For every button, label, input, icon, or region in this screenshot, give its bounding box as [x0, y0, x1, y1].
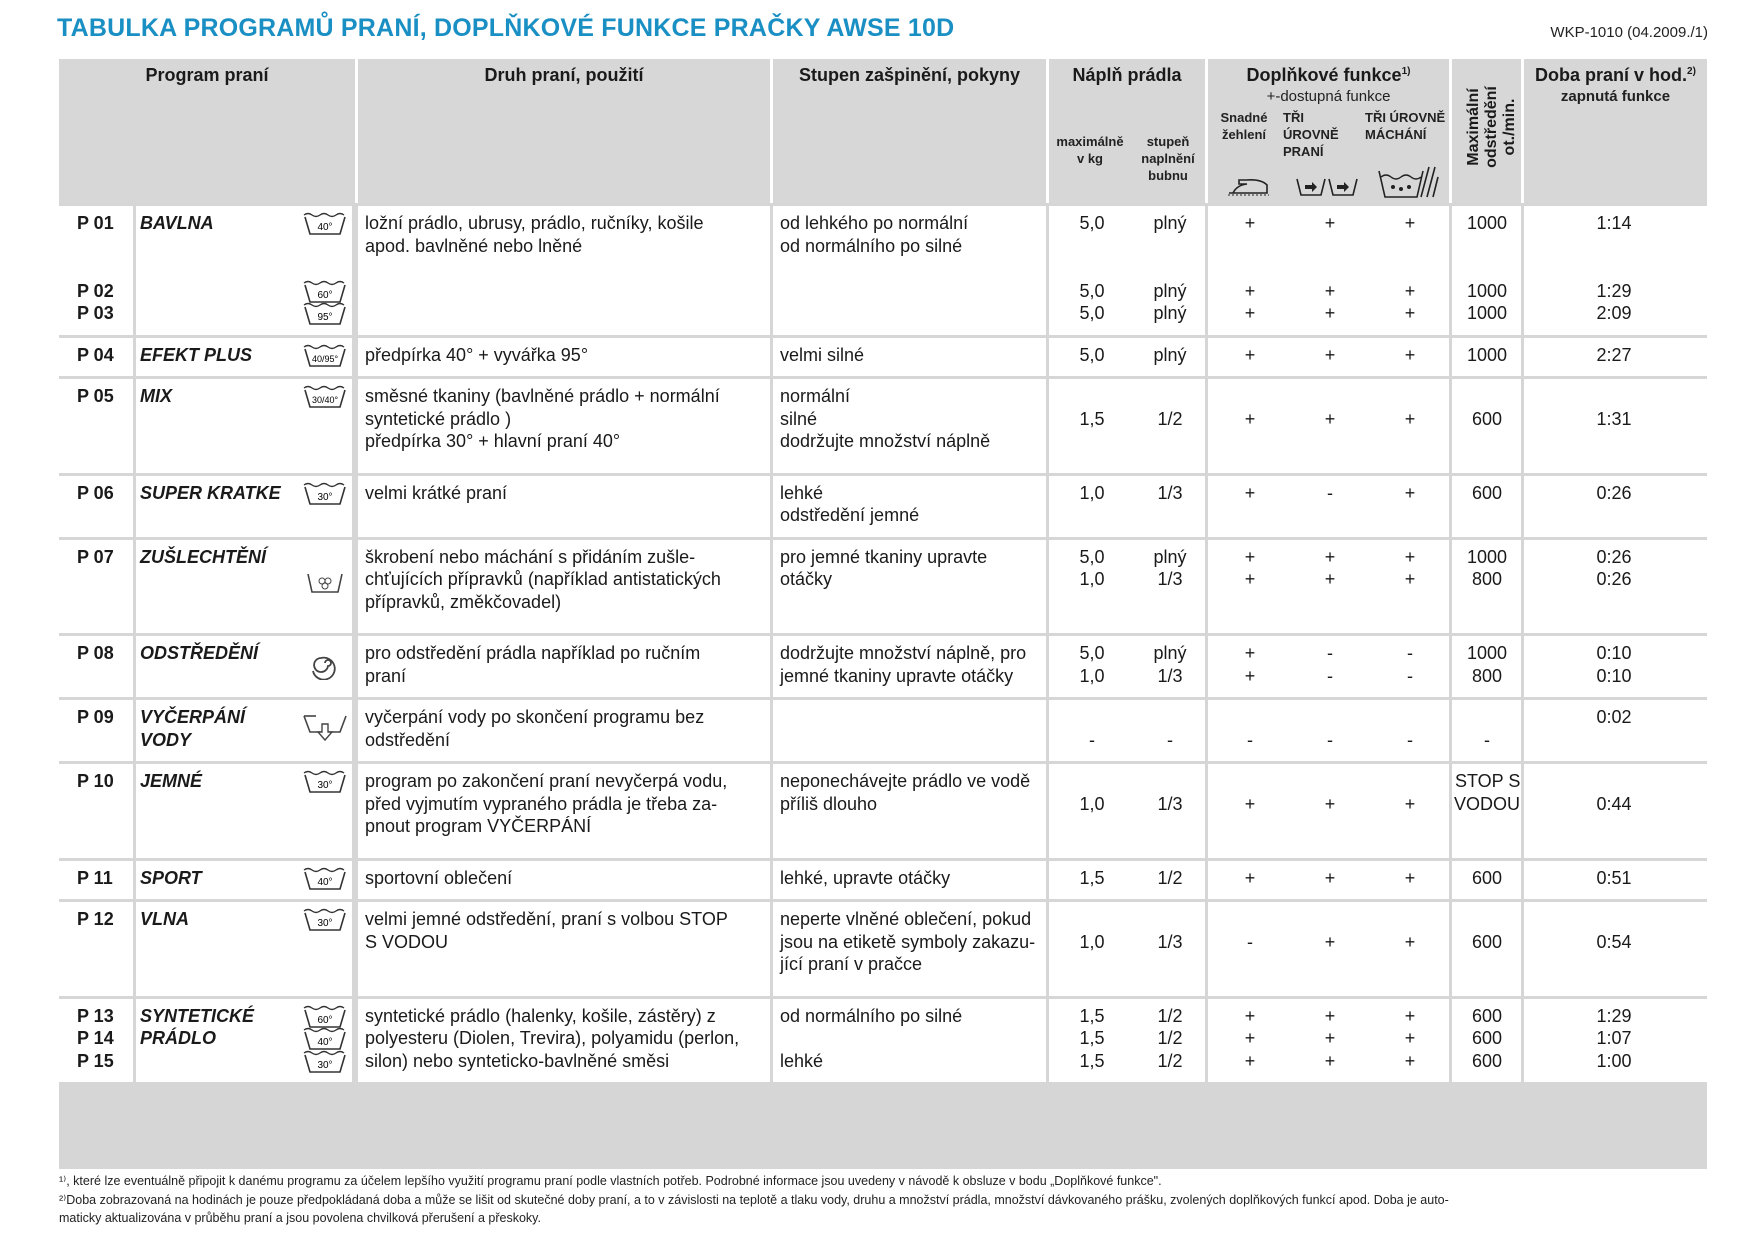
col-stupen: Stupen zašpinění, pokyny: [798, 65, 1021, 85]
cell-f3: +: [1404, 931, 1416, 952]
cell-id: P 08: [77, 643, 114, 663]
cell-max: 600: [1471, 1028, 1503, 1048]
cell-max: 1000: [1466, 344, 1508, 365]
col-max-odstredeni: Maximální odstředění ot./min.: [1465, 86, 1518, 168]
cell-st: 1/2: [1157, 1005, 1183, 1026]
cell-f1: +: [1244, 1005, 1256, 1026]
cell-stupen: lehké: [780, 482, 824, 503]
cell-druh: vyčerpání vody po skončení programu bez: [365, 707, 705, 727]
cell-doba: 0:26: [1596, 569, 1632, 589]
cell-doba: 1:29: [1596, 1005, 1632, 1026]
cell-f1: +: [1244, 867, 1256, 888]
cell-doba: 0:54: [1596, 931, 1632, 952]
cell-max: 600: [1471, 931, 1503, 952]
svg-text:30°: 30°: [317, 918, 333, 929]
cell-st: 1/2: [1157, 1028, 1183, 1048]
cell-f3: +: [1404, 344, 1416, 365]
cell-f3: -: [1407, 729, 1413, 750]
cell-st: plný: [1153, 643, 1187, 663]
footnote-2-cont: maticky aktualizována v průběhu praní a jsou povolena chvilková přerušení a přeskoky.: [59, 1211, 541, 1225]
cell-id: P 01: [77, 213, 114, 233]
cell-f3: +: [1404, 546, 1416, 567]
cell-f3: +: [1404, 213, 1416, 233]
cell-druh: pnout program VYČERPÁNÍ: [365, 816, 592, 836]
cell-id: P 03: [77, 303, 114, 323]
cell-stupen: od normálního po silné: [780, 235, 963, 256]
cell-doba: 0:10: [1596, 643, 1632, 663]
cell-max: 1000: [1466, 213, 1508, 233]
cell-f1: +: [1244, 213, 1256, 233]
wash-temp-icon: [302, 907, 348, 938]
cell-doba: 1:31: [1596, 408, 1632, 429]
cell-stupen: otáčky: [780, 569, 833, 589]
footnote-2: ²⁾Doba zobrazovaná na hodinách je pouze předpokládaná doba a může se lišit od skutečné doby praní, a to v závislosti na teplotě a tlaku vody, druhu a množství prádla, množství dávkovaného prášku, zvolených doplňkových funkcí apod. Doba je auto-: [59, 1193, 1449, 1207]
cell-id: P 15: [77, 1050, 114, 1071]
cell-id: P 04: [77, 344, 114, 365]
cell-id: P 02: [77, 280, 114, 301]
cell-stupen: od normálního po silné: [780, 1005, 963, 1026]
cell-id: P 13: [77, 1005, 114, 1026]
cell-st: plný: [1153, 280, 1187, 301]
cell-kg: 5,0: [1079, 280, 1105, 301]
iron-icon: [1227, 175, 1271, 197]
cell-stupen: normální: [780, 386, 851, 406]
spin-icon: [302, 646, 348, 685]
cell-f1: +: [1244, 482, 1256, 503]
document-code: WKP-1010 (04.2009./1): [1550, 24, 1708, 41]
cell-f2: +: [1324, 867, 1336, 888]
cell-max: 1000: [1466, 546, 1508, 567]
cell-st: plný: [1153, 344, 1187, 365]
cell-druh: chťujících přípravků (například antistatických: [365, 569, 721, 589]
cell-f1: +: [1244, 665, 1256, 686]
table-row: [59, 476, 1707, 537]
cell-id: P 06: [77, 482, 114, 503]
svg-text:40°: 40°: [317, 1037, 333, 1048]
cell-st: 1/2: [1157, 1050, 1183, 1071]
cell-kg: 1,0: [1079, 482, 1105, 503]
cell-stupen: od lehkého po normální: [780, 213, 969, 233]
cell-druh: silon) nebo synteticko-bavlněné směsi: [365, 1050, 670, 1071]
three-level-wash-icon: [1295, 175, 1361, 199]
cell-f1: +: [1244, 643, 1256, 663]
softener-icon: [302, 568, 348, 603]
cell-druh: syntetické prádlo (halenky, košile, zástěry) z: [365, 1005, 716, 1026]
cell-druh: S VODOU: [365, 931, 449, 952]
cell-stupen: velmi silné: [780, 344, 865, 365]
cell-f3: +: [1404, 569, 1416, 589]
cell-st: plný: [1153, 546, 1187, 567]
cell-doba: 1:29: [1596, 280, 1632, 301]
cell-druh: přípravků, změkčovadel): [365, 591, 562, 612]
table-row: [59, 338, 1707, 377]
cell-stupen: silné: [780, 408, 818, 429]
cell-stupen: lehké: [780, 1050, 824, 1071]
table-row: [59, 902, 1707, 996]
cell-f1: +: [1244, 303, 1256, 323]
cell-kg: 1,5: [1079, 408, 1105, 429]
wash-temp-icon: [302, 1049, 348, 1080]
cell-max: 600: [1471, 1050, 1503, 1071]
cell-f2: -: [1327, 643, 1333, 663]
cell-f2: +: [1324, 213, 1336, 233]
svg-text:40°: 40°: [317, 876, 333, 888]
cell-kg: 1,0: [1079, 793, 1105, 814]
cell-st: 1/3: [1157, 665, 1183, 686]
cell-kg: 1,0: [1079, 665, 1105, 686]
cell-f2: -: [1327, 665, 1333, 686]
cell-st: plný: [1153, 213, 1187, 233]
svg-text:30°: 30°: [317, 491, 333, 503]
cell-f1: +: [1244, 1028, 1256, 1048]
cell-druh: velmi krátké praní: [365, 482, 508, 503]
wash-temp-icon: [302, 384, 348, 415]
cell-f2: +: [1324, 546, 1336, 567]
col-doplnkove: Doplňkové funkce$^{1)}$: [1246, 65, 1411, 85]
cell-druh: apod. bavlněné nebo lněné: [365, 235, 583, 256]
three-level-rinse-icon: [1377, 163, 1439, 199]
cell-f1: +: [1244, 1050, 1256, 1071]
cell-druh: směsné tkaniny (bavlněné prádlo + normální: [365, 386, 720, 406]
cell-doba: 0:10: [1596, 665, 1632, 686]
col-program: Program praní: [145, 65, 269, 85]
svg-text:95°: 95°: [317, 312, 333, 323]
cell-f1: +: [1244, 280, 1256, 301]
wash-temp-icon: [302, 866, 348, 897]
cell-kg: 1,5: [1079, 1050, 1105, 1071]
cell-f2: +: [1324, 793, 1336, 814]
cell-st: 1/3: [1157, 793, 1183, 814]
cell-kg: 1,5: [1079, 867, 1105, 888]
wash-temp-icon: [302, 481, 348, 512]
cell-druh: polyesteru (Diolen, Trevira), polyamidu (perlon,: [365, 1028, 740, 1048]
cell-f2: -: [1327, 482, 1333, 503]
cell-druh: syntetické prádlo ): [365, 408, 512, 429]
cell-max: 600: [1471, 482, 1503, 503]
cell-f2: +: [1324, 931, 1336, 952]
cell-st: 1/3: [1157, 931, 1183, 952]
cell-stupen: jemné tkaniny upravte otáčky: [780, 665, 1014, 686]
cell-f2: +: [1324, 408, 1336, 429]
cell-name: ZUŠLECHTĚNÍ: [140, 546, 266, 567]
cell-stupen: příliš dlouho: [780, 793, 878, 814]
svg-text:40°: 40°: [317, 222, 333, 233]
cell-id: P 09: [77, 707, 114, 727]
cell-f3: +: [1404, 1050, 1416, 1071]
cell-f3: +: [1404, 408, 1416, 429]
cell-kg: 1,0: [1079, 569, 1105, 589]
cell-stupen: jsou na etiketě symboly zakazu-: [780, 931, 1036, 952]
cell-max: 1000: [1466, 643, 1508, 663]
cell-kg: 1,0: [1079, 931, 1105, 952]
cell-id: P 05: [77, 386, 114, 406]
svg-text:40/95°: 40/95°: [311, 353, 339, 364]
cell-id: P 11: [77, 867, 113, 888]
cell-doba: 0:51: [1596, 867, 1632, 888]
col-tri-urovne-prani: TŘI ÚROVNĚ PRANÍ: [1283, 110, 1339, 159]
cell-druh: praní: [365, 665, 407, 686]
cell-name: SPORT: [140, 867, 202, 888]
page-title: TABULKA PROGRAMŮ PRANÍ, DOPLŇKOVÉ FUNKCE PRAČKY AWSE 10D: [57, 14, 955, 42]
cell-st: plný: [1153, 303, 1187, 323]
cell-druh: sportovní oblečení: [365, 867, 513, 888]
cell-f1: +: [1244, 546, 1256, 567]
cell-f3: +: [1404, 1005, 1416, 1026]
cell-f1: +: [1244, 569, 1256, 589]
cell-kg: 5,0: [1079, 213, 1105, 233]
cell-druh: škrobení nebo máchání s přidáním zušle-: [365, 546, 696, 567]
program-table: [59, 59, 1707, 1169]
cell-id: P 12: [77, 909, 114, 929]
cell-f2: +: [1324, 280, 1336, 301]
cell-f2: -: [1327, 729, 1333, 750]
table-row: [59, 700, 1707, 761]
cell-max: 600: [1471, 408, 1503, 429]
cell-st: 1/2: [1157, 408, 1183, 429]
cell-st: 1/2: [1157, 867, 1183, 888]
cell-doba: 2:27: [1596, 344, 1632, 365]
cell-stupen: neperte vlněné oblečení, pokud: [780, 909, 1032, 929]
col-doplnkove-note: +-dostupná funkce: [1266, 88, 1391, 105]
cell-f3: +: [1404, 1028, 1416, 1048]
cell-stupen: dodržujte množství náplně: [780, 431, 991, 451]
col-doba-note: zapnutá funkce: [1560, 88, 1671, 105]
cell-f3: -: [1407, 643, 1413, 663]
cell-kg: 5,0: [1079, 344, 1105, 365]
cell-f2: +: [1324, 1050, 1336, 1071]
col-tri-urovne-machani: TŘI ÚROVNĚ MÁCHÁNÍ: [1365, 110, 1446, 142]
cell-kg: 5,0: [1079, 303, 1105, 323]
cell-name: PRÁDLO: [140, 1028, 216, 1048]
col-napln-max: maximálně v kg: [1056, 134, 1124, 166]
col-napln: Náplň prádla: [1072, 65, 1182, 85]
cell-kg: 1,5: [1079, 1028, 1105, 1048]
cell-druh: velmi jemné odstředění, praní s volbou STOP: [365, 909, 728, 929]
cell-name: VODY: [140, 729, 192, 750]
cell-kg: 1,5: [1079, 1005, 1105, 1026]
cell-f2: +: [1324, 1005, 1336, 1026]
cell-name: MIX: [140, 386, 173, 406]
cell-stupen: jící praní v pračce: [780, 954, 923, 974]
cell-f1: -: [1247, 729, 1253, 750]
cell-f2: +: [1324, 344, 1336, 365]
table-row: [59, 999, 1707, 1083]
wash-temp-icon: [302, 301, 348, 332]
cell-name: SUPER KRATKE: [140, 482, 281, 503]
cell-druh: předpírka 30° + hlavní praní 40°: [365, 431, 621, 451]
table-row: [59, 379, 1707, 473]
cell-f3: +: [1404, 867, 1416, 888]
svg-text:60°: 60°: [317, 1014, 333, 1026]
cell-druh: odstředění: [365, 729, 451, 750]
cell-max: 800: [1471, 569, 1503, 589]
cell-id: P 10: [77, 771, 114, 791]
wash-temp-icon: [302, 343, 348, 374]
cell-stupen: pro jemné tkaniny upravte: [780, 546, 988, 567]
cell-kg: 5,0: [1079, 546, 1105, 567]
cell-f3: +: [1404, 303, 1416, 323]
cell-id: P 14: [77, 1028, 114, 1048]
table-row: [59, 206, 1707, 335]
wash-temp-icon: [302, 211, 348, 242]
cell-doba: 0:44: [1596, 793, 1632, 814]
cell-doba: 0:26: [1596, 482, 1632, 503]
cell-max: 600: [1471, 867, 1503, 888]
table-row: [59, 636, 1707, 697]
cell-max: 600: [1471, 1005, 1503, 1026]
cell-name: JEMNÉ: [140, 771, 203, 791]
cell-max: -: [1484, 729, 1490, 750]
cell-druh: před vyjmutím vypraného prádla je třeba za-: [365, 793, 718, 814]
cell-doba: 1:00: [1596, 1050, 1632, 1071]
cell-st: 1/3: [1157, 482, 1183, 503]
cell-f3: +: [1404, 793, 1416, 814]
table-row: [59, 861, 1707, 900]
cell-f1: +: [1244, 793, 1256, 814]
cell-druh: předpírka 40° + vyvářka 95°: [365, 344, 589, 365]
cell-max: 1000: [1466, 280, 1508, 301]
cell-stupen: dodržujte množství náplně, pro: [780, 643, 1027, 663]
table-row: [59, 540, 1707, 634]
cell-f3: -: [1407, 665, 1413, 686]
cell-max: STOP S: [1455, 771, 1521, 791]
svg-text:30/40°: 30/40°: [311, 395, 339, 405]
cell-druh: program po zakončení praní nevyčerpá vodu,: [365, 771, 728, 791]
cell-name: SYNTETICKÉ: [140, 1005, 255, 1026]
cell-f1: -: [1247, 931, 1253, 952]
cell-st: 1/3: [1157, 569, 1183, 589]
cell-f3: +: [1404, 280, 1416, 301]
svg-text:60°: 60°: [317, 289, 333, 301]
cell-max: 1000: [1466, 303, 1508, 323]
cell-name: BAVLNA: [140, 213, 214, 233]
svg-text:30°: 30°: [317, 1059, 333, 1071]
cell-kg: 5,0: [1079, 643, 1105, 663]
cell-stupen: lehké, upravte otáčky: [780, 867, 951, 888]
col-doba: Doba praní v hod.$^{2)}$: [1535, 65, 1696, 85]
cell-doba: 1:14: [1596, 213, 1632, 233]
cell-kg: -: [1089, 729, 1095, 750]
cell-druh: ložní prádlo, ubrusy, prádlo, ručníky, košile: [365, 213, 704, 233]
cell-f1: +: [1244, 408, 1256, 429]
svg-text:30°: 30°: [317, 780, 333, 791]
cell-doba: 0:02: [1596, 707, 1632, 727]
cell-f2: +: [1324, 569, 1336, 589]
col-snadne-zehleni: Snadné žehlení: [1220, 110, 1268, 142]
cell-stupen: neponechávejte prádlo ve vodě: [780, 771, 1031, 791]
wash-temp-icon: [302, 769, 348, 800]
cell-id: P 07: [77, 546, 114, 567]
cell-f2: +: [1324, 303, 1336, 323]
col-druh: Druh praní, použití: [484, 65, 644, 85]
cell-doba: 0:26: [1596, 546, 1632, 567]
footnote-1: ¹⁾, které lze eventuálně připojit k danému programu za účelem lepšího využití programu praní podle vlastních potřeb. Podrobné informace jsou uvedeny v návodě k obsluze v bodu „Doplňkové funkce".: [59, 1174, 1162, 1188]
cell-doba: 1:07: [1596, 1028, 1632, 1048]
table-row: [59, 764, 1707, 858]
col-napln-stupen: stupeň naplnění bubnu: [1141, 134, 1195, 183]
cell-stupen: odstředění jemné: [780, 505, 920, 525]
cell-f1: +: [1244, 344, 1256, 365]
cell-st: -: [1167, 729, 1173, 750]
cell-name: EFEKT PLUS: [140, 344, 253, 365]
cell-max: VODOU: [1453, 793, 1520, 814]
cell-max: 800: [1471, 665, 1503, 686]
cell-name: ODSTŘEDĚNÍ: [140, 643, 259, 663]
cell-f3: +: [1404, 482, 1416, 503]
cell-name: VLNA: [140, 909, 189, 929]
cell-name: VYČERPÁNÍ: [140, 707, 246, 727]
cell-f2: +: [1324, 1028, 1336, 1048]
drain-icon: [302, 710, 348, 747]
cell-druh: pro odstředění prádla například po ručním: [365, 643, 701, 663]
cell-doba: 2:09: [1596, 303, 1632, 323]
